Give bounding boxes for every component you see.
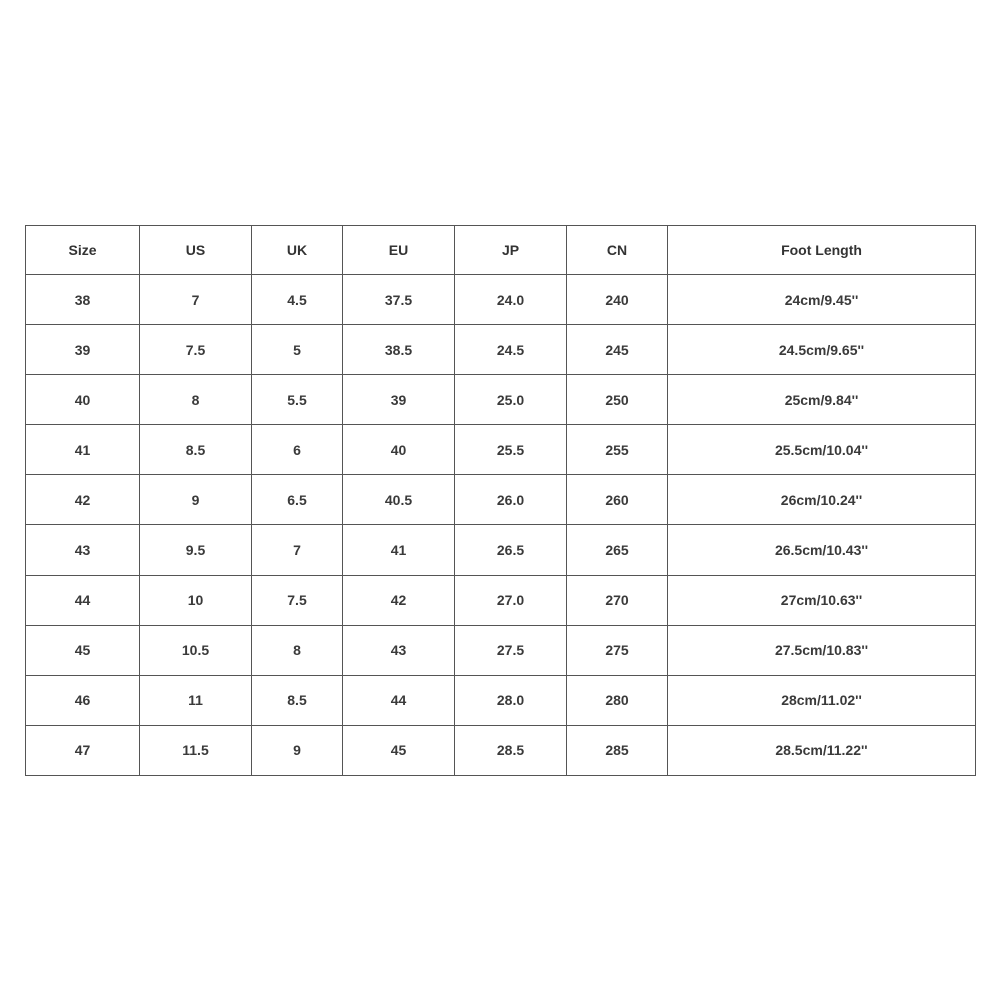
cell-jp: 25.0 <box>455 375 567 425</box>
table-row <box>26 575 976 625</box>
table-row <box>26 725 976 775</box>
cell-uk: 9 <box>252 725 343 775</box>
cell-us: 7 <box>140 275 252 325</box>
header-uk: UK <box>252 226 343 275</box>
cell-size: 44 <box>26 575 140 625</box>
cell-foot-length: 27.5cm/10.83'' <box>668 625 976 675</box>
cell-cn: 280 <box>567 675 668 725</box>
cell-size: 39 <box>26 325 140 375</box>
header-size: Size <box>26 226 140 275</box>
cell-eu: 41 <box>343 525 455 575</box>
cell-cn: 270 <box>567 575 668 625</box>
cell-cn: 255 <box>567 425 668 475</box>
cell-us: 9 <box>140 475 252 525</box>
cell-foot-length: 28.5cm/11.22'' <box>668 725 976 775</box>
cell-foot-length: 24cm/9.45'' <box>668 275 976 325</box>
cell-eu: 44 <box>343 675 455 725</box>
cell-uk: 8 <box>252 625 343 675</box>
cell-cn: 275 <box>567 625 668 675</box>
cell-size: 45 <box>26 625 140 675</box>
table-row <box>26 475 976 525</box>
cell-size: 41 <box>26 425 140 475</box>
cell-foot-length: 27cm/10.63'' <box>668 575 976 625</box>
table-row <box>26 325 976 375</box>
cell-cn: 245 <box>567 325 668 375</box>
cell-us: 8.5 <box>140 425 252 475</box>
cell-eu: 40.5 <box>343 475 455 525</box>
cell-jp: 26.0 <box>455 475 567 525</box>
cell-us: 10.5 <box>140 625 252 675</box>
cell-cn: 260 <box>567 475 668 525</box>
size-chart-table <box>25 225 976 776</box>
cell-cn: 250 <box>567 375 668 425</box>
cell-us: 7.5 <box>140 325 252 375</box>
cell-eu: 38.5 <box>343 325 455 375</box>
cell-eu: 40 <box>343 425 455 475</box>
cell-eu: 39 <box>343 375 455 425</box>
table-row <box>26 425 976 475</box>
cell-size: 40 <box>26 375 140 425</box>
header-us: US <box>140 226 252 275</box>
cell-uk: 5 <box>252 325 343 375</box>
cell-uk: 8.5 <box>252 675 343 725</box>
cell-foot-length: 24.5cm/9.65'' <box>668 325 976 375</box>
cell-us: 11 <box>140 675 252 725</box>
table-row <box>26 375 976 425</box>
cell-uk: 5.5 <box>252 375 343 425</box>
table-row <box>26 625 976 675</box>
cell-foot-length: 25.5cm/10.04'' <box>668 425 976 475</box>
cell-jp: 28.5 <box>455 725 567 775</box>
cell-us: 9.5 <box>140 525 252 575</box>
cell-jp: 26.5 <box>455 525 567 575</box>
cell-jp: 24.5 <box>455 325 567 375</box>
cell-us: 10 <box>140 575 252 625</box>
header-cn: CN <box>567 226 668 275</box>
table-row <box>26 275 976 325</box>
cell-size: 46 <box>26 675 140 725</box>
cell-foot-length: 26cm/10.24'' <box>668 475 976 525</box>
cell-uk: 6 <box>252 425 343 475</box>
cell-us: 11.5 <box>140 725 252 775</box>
cell-uk: 4.5 <box>252 275 343 325</box>
cell-size: 42 <box>26 475 140 525</box>
cell-cn: 285 <box>567 725 668 775</box>
cell-size: 43 <box>26 525 140 575</box>
cell-foot-length: 25cm/9.84'' <box>668 375 976 425</box>
cell-size: 38 <box>26 275 140 325</box>
cell-us: 8 <box>140 375 252 425</box>
cell-cn: 265 <box>567 525 668 575</box>
table-body <box>26 275 976 776</box>
cell-eu: 43 <box>343 625 455 675</box>
table-row <box>26 525 976 575</box>
header-jp: JP <box>455 226 567 275</box>
cell-foot-length: 26.5cm/10.43'' <box>668 525 976 575</box>
cell-eu: 45 <box>343 725 455 775</box>
cell-jp: 25.5 <box>455 425 567 475</box>
cell-foot-length: 28cm/11.02'' <box>668 675 976 725</box>
cell-uk: 6.5 <box>252 475 343 525</box>
cell-uk: 7 <box>252 525 343 575</box>
table-row <box>26 675 976 725</box>
cell-jp: 27.5 <box>455 625 567 675</box>
cell-cn: 240 <box>567 275 668 325</box>
cell-eu: 42 <box>343 575 455 625</box>
table-header <box>26 226 976 275</box>
header-foot-length: Foot Length <box>668 226 976 275</box>
header-eu: EU <box>343 226 455 275</box>
header-row <box>26 226 976 275</box>
cell-jp: 27.0 <box>455 575 567 625</box>
cell-size: 47 <box>26 725 140 775</box>
cell-eu: 37.5 <box>343 275 455 325</box>
cell-uk: 7.5 <box>252 575 343 625</box>
cell-jp: 28.0 <box>455 675 567 725</box>
cell-jp: 24.0 <box>455 275 567 325</box>
